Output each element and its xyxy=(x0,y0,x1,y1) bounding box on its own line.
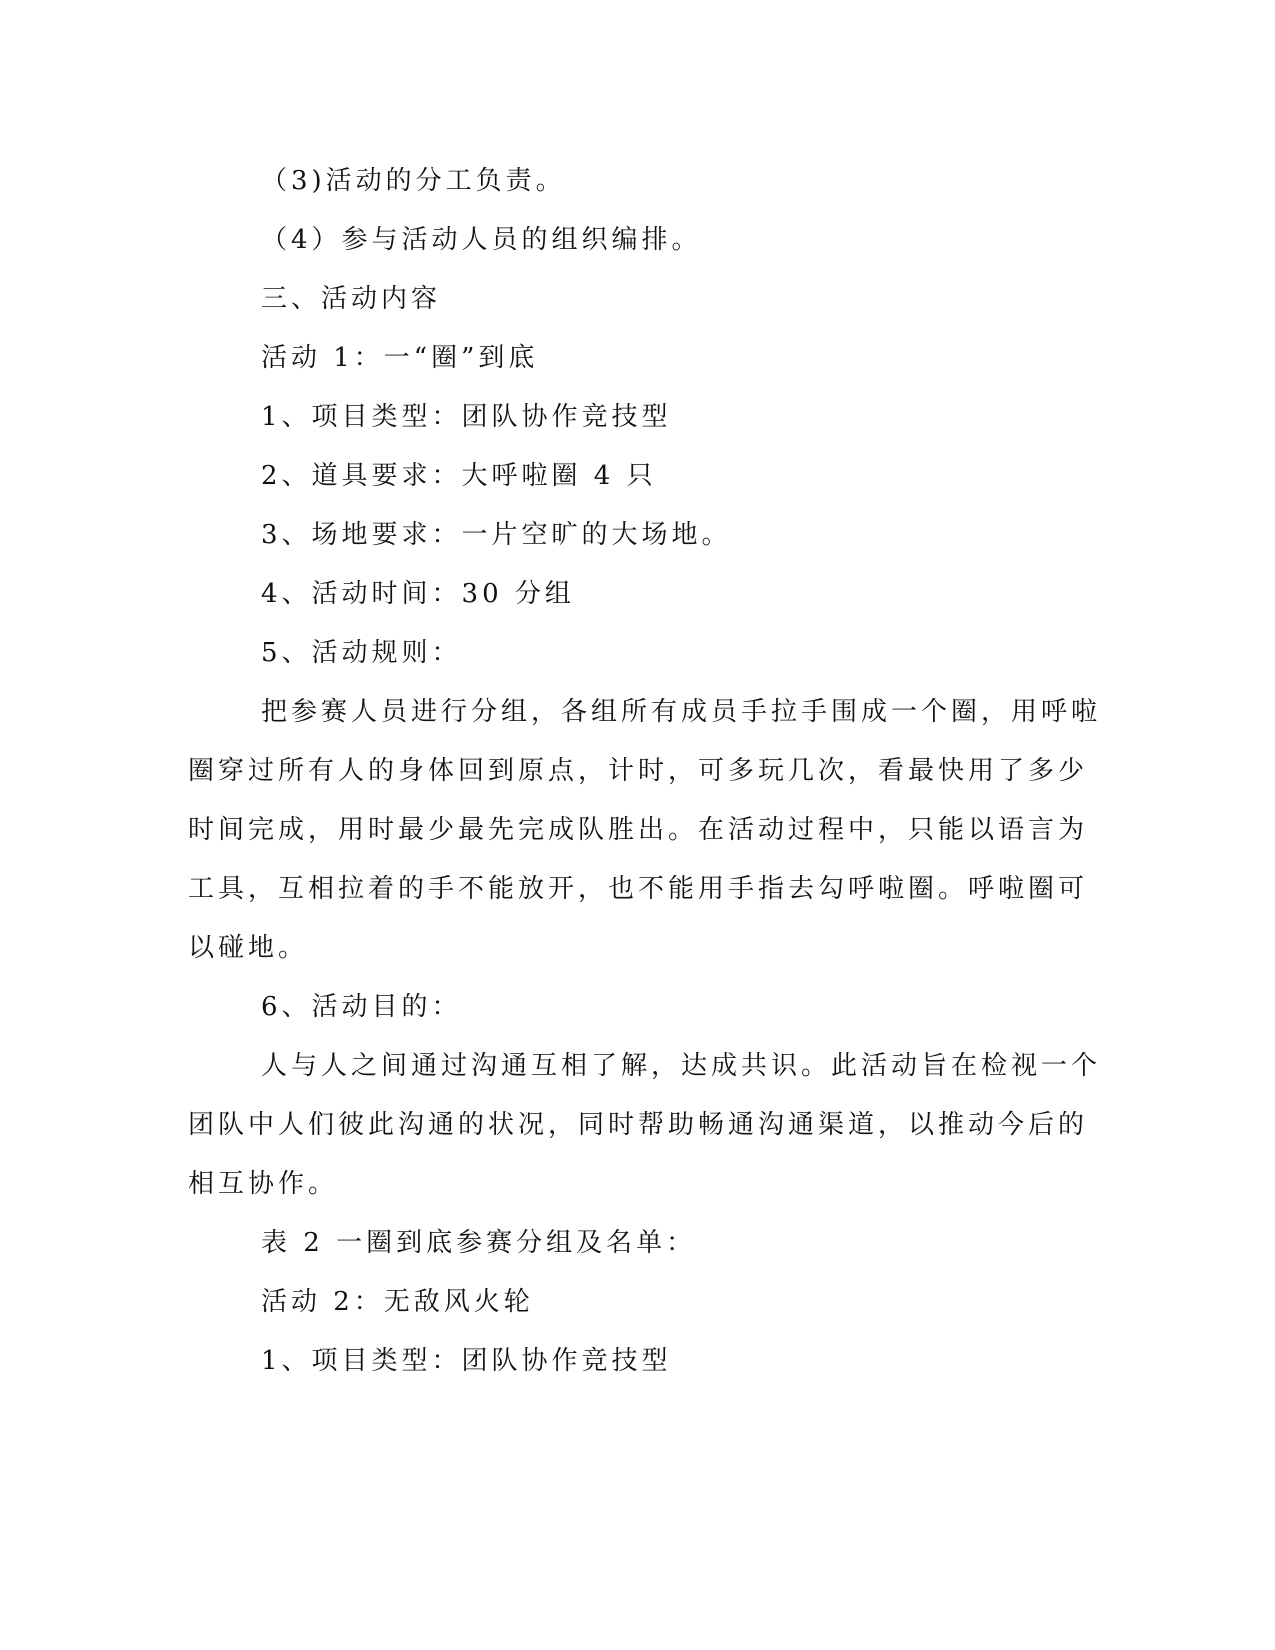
rules-paragraph-line-4: 工具，互相拉着的手不能放开，也不能用手指去勾呼啦圈。呼啦圈可 xyxy=(188,874,1089,904)
table-2-caption: 表 2 一圈到底参赛分组及名单： xyxy=(261,1228,697,1258)
section-heading-activity-content: 三、活动内容 xyxy=(261,284,442,314)
activity-1-title: 活动 1：一“圈”到底 xyxy=(261,343,539,373)
activity-1-duration: 4、活动时间：30 分组 xyxy=(261,579,575,609)
list-item-participant-arrangement: （4）参与活动人员的组织编排。 xyxy=(261,225,702,255)
purpose-paragraph-line-2: 团队中人们彼此沟通的状况，同时帮助畅通沟通渠道，以推动今后的 xyxy=(188,1110,1089,1140)
rules-paragraph-line-3: 时间完成，用时最少最先完成队胜出。在活动过程中，只能以语言为 xyxy=(188,815,1089,845)
activity-2-title: 活动 2：无敌风火轮 xyxy=(261,1287,534,1317)
list-item-division-of-duties: （3)活动的分工负责。 xyxy=(261,166,566,196)
activity-1-project-type: 1、项目类型：团队协作竞技型 xyxy=(261,402,672,432)
activity-1-purpose-heading: 6、活动目的： xyxy=(261,992,462,1022)
rules-paragraph-line-2: 圈穿过所有人的身体回到原点，计时，可多玩几次，看最快用了多少 xyxy=(188,756,1089,786)
purpose-paragraph-line-1: 人与人之间通过沟通互相了解，达成共识。此活动旨在检视一个 xyxy=(261,1051,1102,1081)
activity-1-venue: 3、场地要求：一片空旷的大场地。 xyxy=(261,520,732,550)
rules-paragraph-line-1: 把参赛人员进行分组，各组所有成员手拉手围成一个圈，用呼啦 xyxy=(261,697,1102,727)
activity-2-project-type: 1、项目类型：团队协作竞技型 xyxy=(261,1346,672,1376)
rules-paragraph-line-5: 以碰地。 xyxy=(188,933,309,963)
activity-1-rules-heading: 5、活动规则： xyxy=(261,638,462,668)
activity-1-props: 2、道具要求：大呼啦圈 4 只 xyxy=(261,461,657,491)
purpose-paragraph-line-3: 相互协作。 xyxy=(188,1169,339,1199)
